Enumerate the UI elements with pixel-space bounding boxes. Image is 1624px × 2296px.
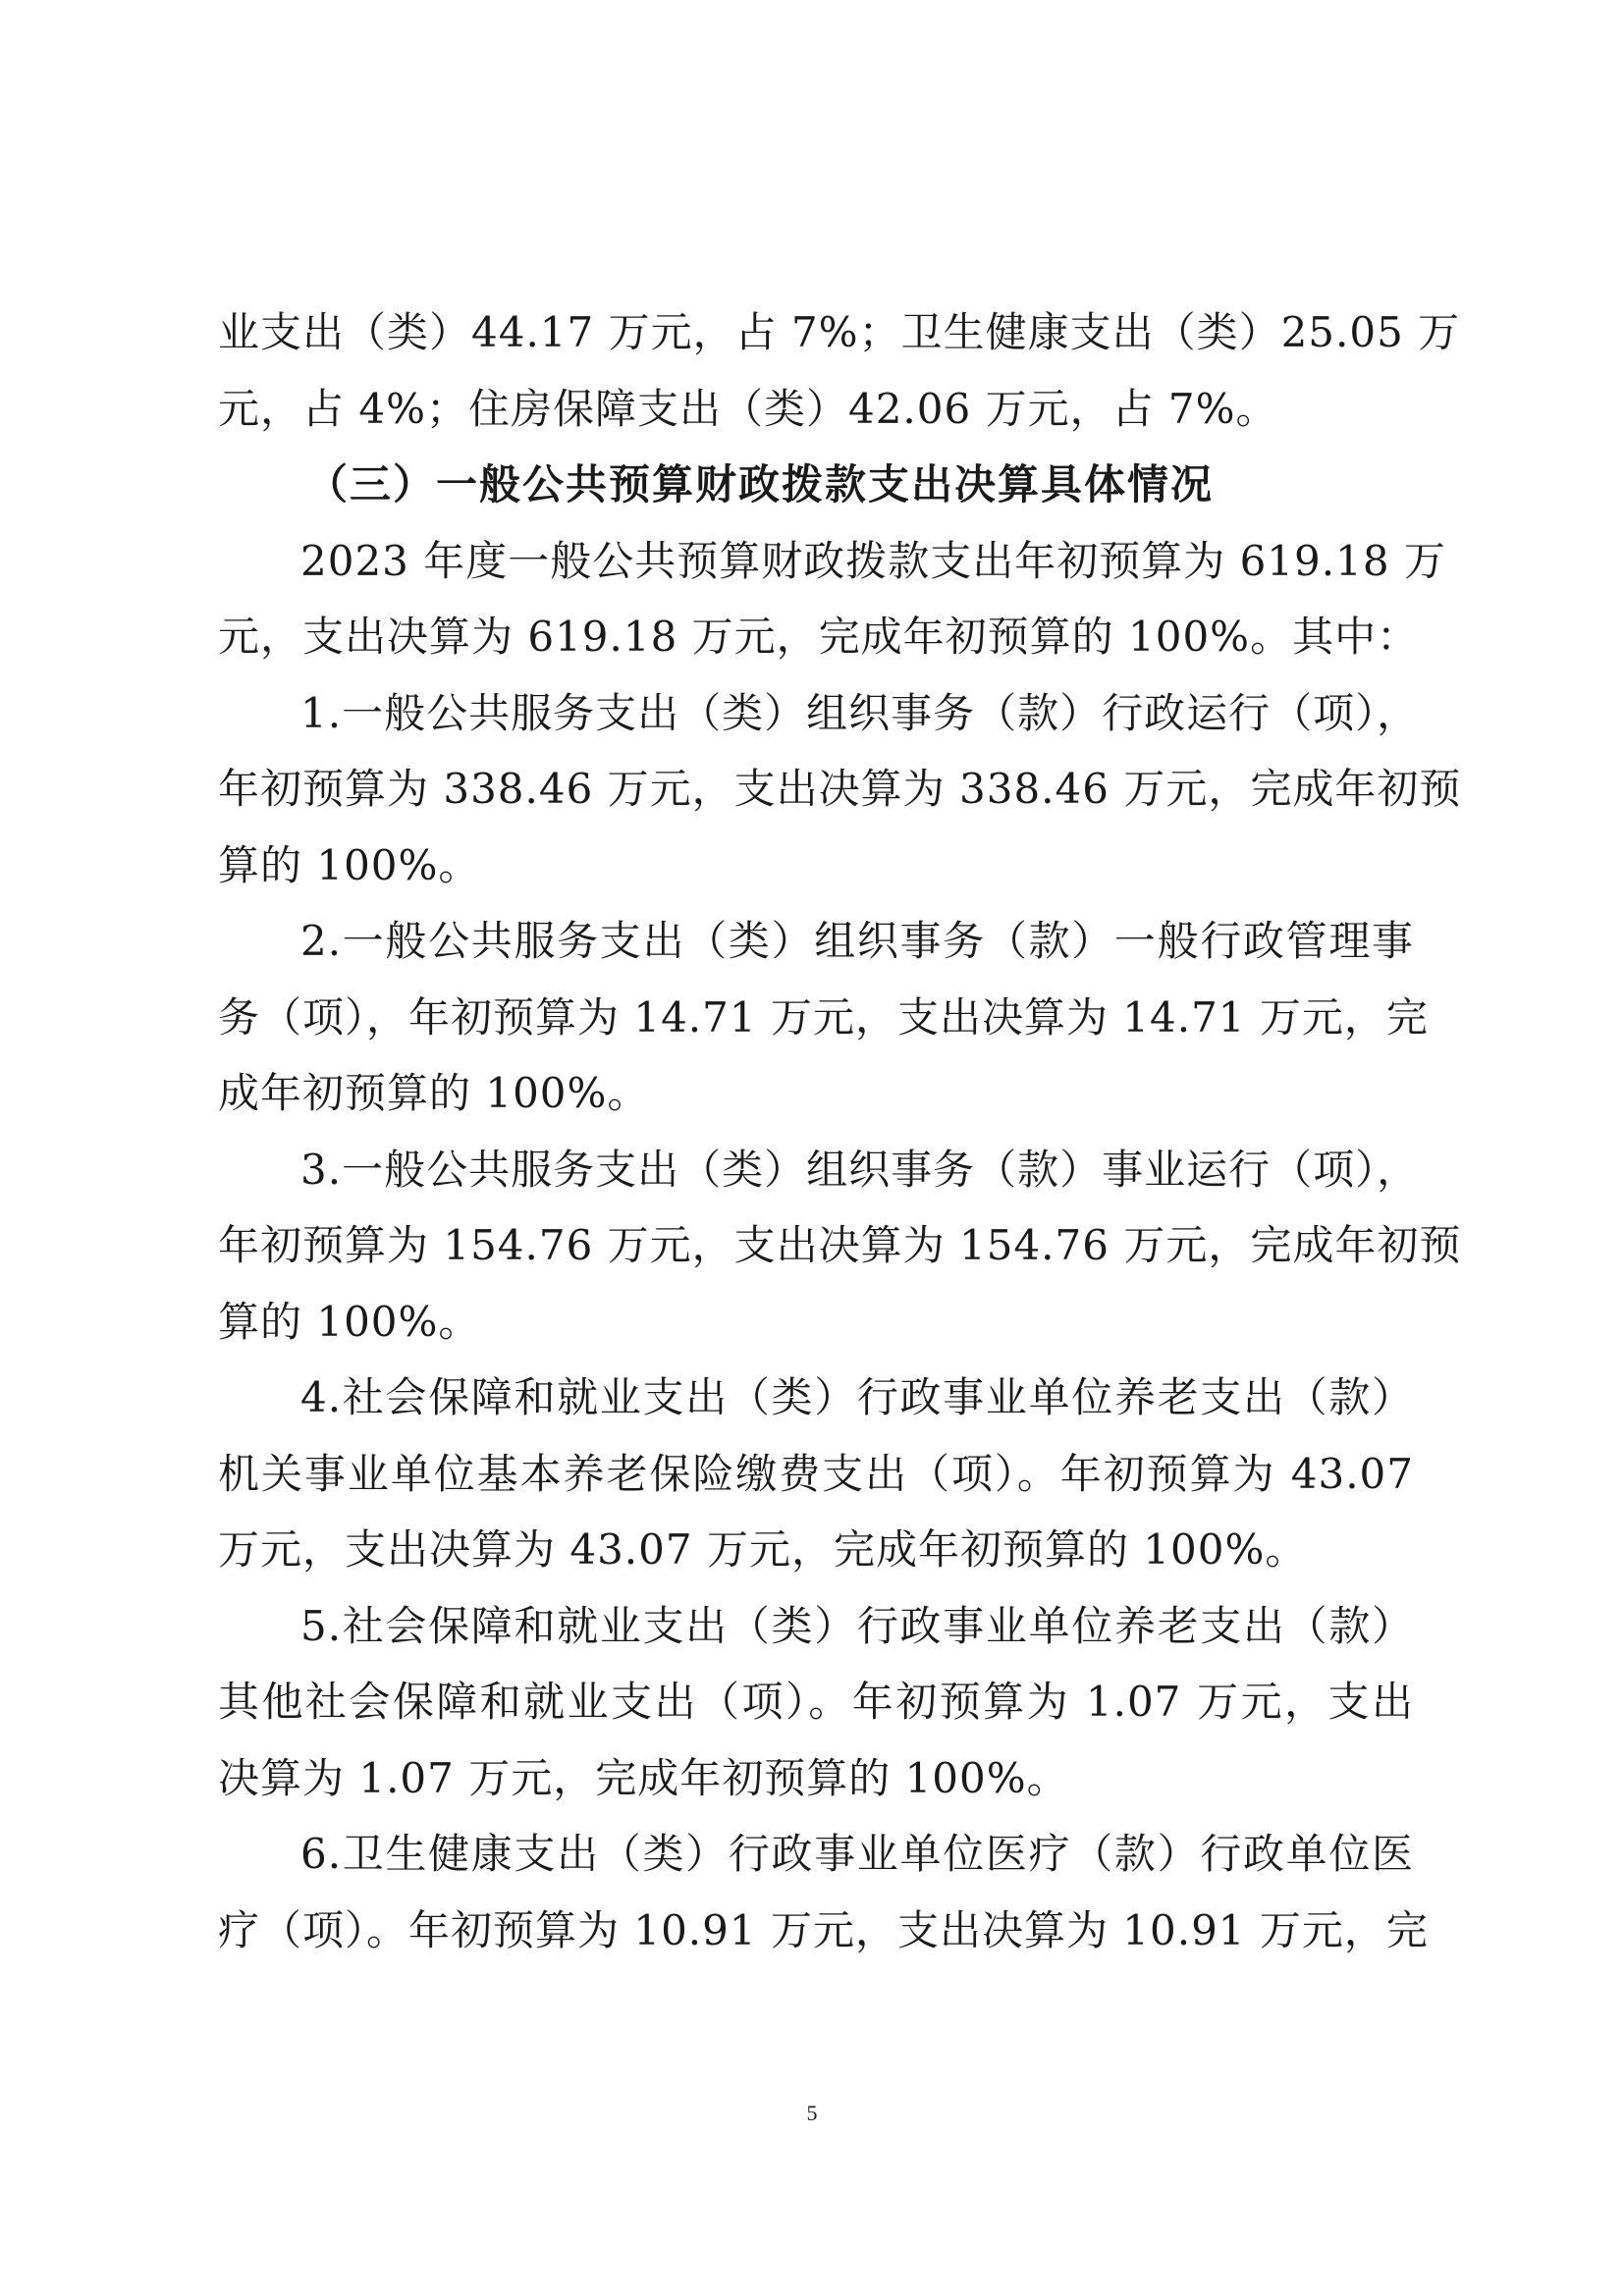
- paragraph-line: 业支出（类）44.17 万元，占 7%；卫生健康支出（类）25.05 万: [218, 308, 1461, 356]
- paragraph-line: 算的 100%。: [218, 840, 481, 889]
- section-heading: （三）一般公共预算财政拨款支出决算具体情况: [306, 460, 1215, 508]
- paragraph-line: 6.卫生健康支出（类）行政事业单位医疗（款）行政单位医: [300, 1830, 1414, 1878]
- paragraph-line: 5.社会保障和就业支出（类）行政事业单位养老支出（款）: [300, 1601, 1414, 1650]
- page-number: 5: [806, 2101, 818, 2125]
- paragraph-line: 元，支出决算为 619.18 万元，完成年初预算的 100%。其中：: [218, 613, 1420, 661]
- paragraph-line: 3.一般公共服务支出（类）组织事务（款）事业运行（项），: [300, 1145, 1420, 1194]
- paragraph-line: 元，占 4%；住房保障支出（类）42.06 万元，占 7%。: [218, 384, 1278, 433]
- document-body: [218, 294, 1462, 1968]
- paragraph-line: 年初预算为 154.76 万元，支出决算为 154.76 万元，完成年初预: [218, 1221, 1462, 1269]
- paragraph-line: 算的 100%。: [218, 1297, 481, 1346]
- paragraph-line: 务（项），年初预算为 14.71 万元，支出决算为 14.71 万元，完: [218, 992, 1429, 1041]
- paragraph-line: 成年初预算的 100%。: [218, 1069, 650, 1117]
- paragraph-line: 2023 年度一般公共预算财政拨款支出年初预算为 619.18 万: [300, 536, 1446, 585]
- paragraph-line: 2.一般公共服务支出（类）组织事务（款）一般行政管理事: [300, 917, 1414, 965]
- paragraph-line: 1.一般公共服务支出（类）组织事务（款）行政运行（项），: [300, 688, 1420, 737]
- paragraph-line: 4.社会保障和就业支出（类）行政事业单位养老支出（款）: [300, 1373, 1414, 1421]
- paragraph-line: 机关事业单位基本养老保险缴费支出（项）。年初预算为 43.07: [218, 1449, 1414, 1498]
- paragraph-line: 万元，支出决算为 43.07 万元，完成年初预算的 100%。: [218, 1525, 1308, 1574]
- paragraph-line: 年初预算为 338.46 万元，支出决算为 338.46 万元，完成年初预: [218, 765, 1462, 813]
- paragraph-line: 疗（项）。年初预算为 10.91 万元，支出决算为 10.91 万元，完: [218, 1905, 1429, 1954]
- paragraph-line: 其他社会保障和就业支出（项）。年初预算为 1.07 万元，支出: [218, 1678, 1414, 1726]
- paragraph-line: 决算为 1.07 万元，完成年初预算的 100%。: [218, 1753, 1069, 1802]
